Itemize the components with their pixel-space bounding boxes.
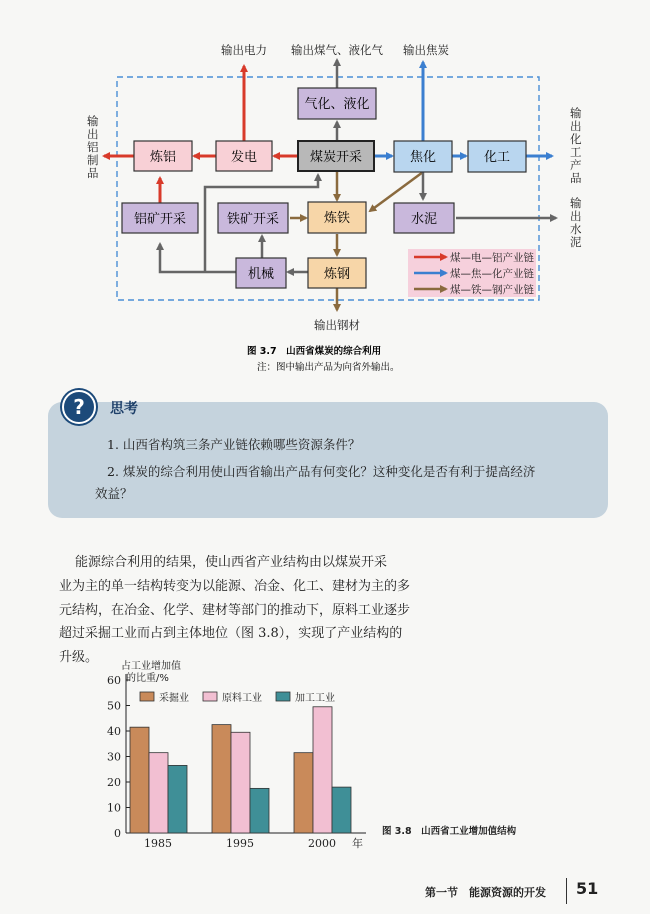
paragraph-line: 业为主的单一结构转变为以能源、冶金、化工、建材为主的多	[59, 578, 411, 594]
x-tick-label: 2000	[308, 837, 336, 850]
bar	[294, 753, 313, 833]
y-tick-label: 50	[107, 699, 121, 713]
node-machinery: 机械	[247, 267, 275, 282]
bar	[212, 725, 231, 833]
node-coal-mining: 煤炭开采	[309, 150, 363, 165]
output-gas: 输出煤气、液化气	[291, 43, 383, 57]
industry-structure-chart	[0, 655, 650, 855]
page-number: 51	[576, 879, 599, 898]
y-tick-label: 60	[107, 674, 121, 687]
node-chemical: 化工	[483, 150, 511, 165]
output-coke: 输出焦炭	[403, 43, 449, 57]
bar	[250, 788, 269, 833]
node-coking: 焦化	[409, 150, 437, 165]
x-axis-unit: 年	[352, 837, 363, 850]
diagram-caption: 图 3.7 山西省煤炭的综合利用	[247, 346, 382, 357]
legend-swatch	[276, 692, 290, 701]
legend-label: 采掘业	[159, 693, 189, 704]
think-title: 思考	[110, 401, 138, 417]
node-steel: 炼钢	[323, 267, 351, 282]
bar	[149, 753, 168, 833]
y-axis-label-unit: 的比重/%	[126, 673, 169, 684]
legend-label: 加工工业	[295, 693, 335, 704]
x-tick-label: 1985	[144, 837, 172, 850]
y-tick-label: 10	[107, 801, 121, 815]
node-iron: 炼铁	[323, 211, 351, 226]
node-gasification: 气化、液化	[304, 97, 370, 112]
bar	[332, 787, 351, 833]
diagram-note: 注：图中输出产品为向省外输出。	[257, 362, 400, 373]
output-chemical: 输出化工产品	[570, 106, 582, 185]
output-cement: 输出水泥	[570, 196, 582, 249]
paragraph-line: 元结构，在冶金、化学、建材等部门的推动下，原料工业逐步	[59, 602, 411, 618]
bar	[231, 732, 250, 833]
legend-brown: 煤—铁—钢产业链	[450, 284, 534, 296]
node-power: 发电	[230, 150, 258, 165]
paragraph-line: 升级。	[59, 650, 99, 666]
footer-section: 第一节 能源资源的开发	[425, 886, 546, 899]
output-power: 输出电力	[221, 43, 267, 57]
footer-divider	[566, 878, 567, 904]
node-cement: 水泥	[410, 212, 438, 227]
legend-blue: 煤—焦—化产业链	[450, 268, 534, 280]
bar	[168, 765, 187, 833]
legend-label: 原料工业	[222, 693, 262, 704]
y-tick-label: 40	[107, 725, 121, 738]
legend-swatch	[203, 692, 217, 701]
think-question-2a: 2. 煤炭的综合利用使山西省输出产品有何变化？这种变化是否有利于提高经济	[107, 464, 536, 479]
think-question-1: 1. 山西省构筑三条产业链依赖哪些资源条件？	[107, 437, 361, 452]
arrow-machinery-bauxite	[160, 244, 236, 272]
think-question-2b: 效益？	[95, 486, 133, 501]
y-tick-label: 20	[107, 776, 121, 789]
node-bauxite: 铝矿开采	[133, 212, 187, 227]
output-aluminum: 输出铝制品	[87, 114, 99, 180]
chart-caption: 图 3.8 山西省工业增加值结构	[382, 826, 517, 837]
node-aluminum: 炼铝	[149, 150, 177, 165]
y-tick-label: 0	[114, 827, 121, 840]
x-tick-label: 1995	[226, 837, 254, 850]
y-axis-label: 占工业增加值	[121, 661, 181, 672]
node-iron-ore: 铁矿开采	[226, 212, 280, 227]
question-icon: ?	[62, 390, 96, 424]
bar	[130, 727, 149, 833]
output-steel: 输出钢材	[314, 318, 360, 332]
body-paragraph	[59, 551, 411, 670]
y-tick-label: 30	[107, 750, 121, 764]
paragraph-line: 超过采掘工业而占到主体地位（图 3.8），实现了产业结构的	[59, 626, 403, 642]
coal-utilization-diagram	[0, 0, 650, 390]
bar	[313, 707, 332, 833]
legend-swatch	[140, 692, 154, 701]
legend-red: 煤—电—铝产业链	[450, 252, 534, 264]
paragraph-line: 能源综合利用的结果，使山西省产业结构由以煤炭开采	[75, 555, 388, 570]
